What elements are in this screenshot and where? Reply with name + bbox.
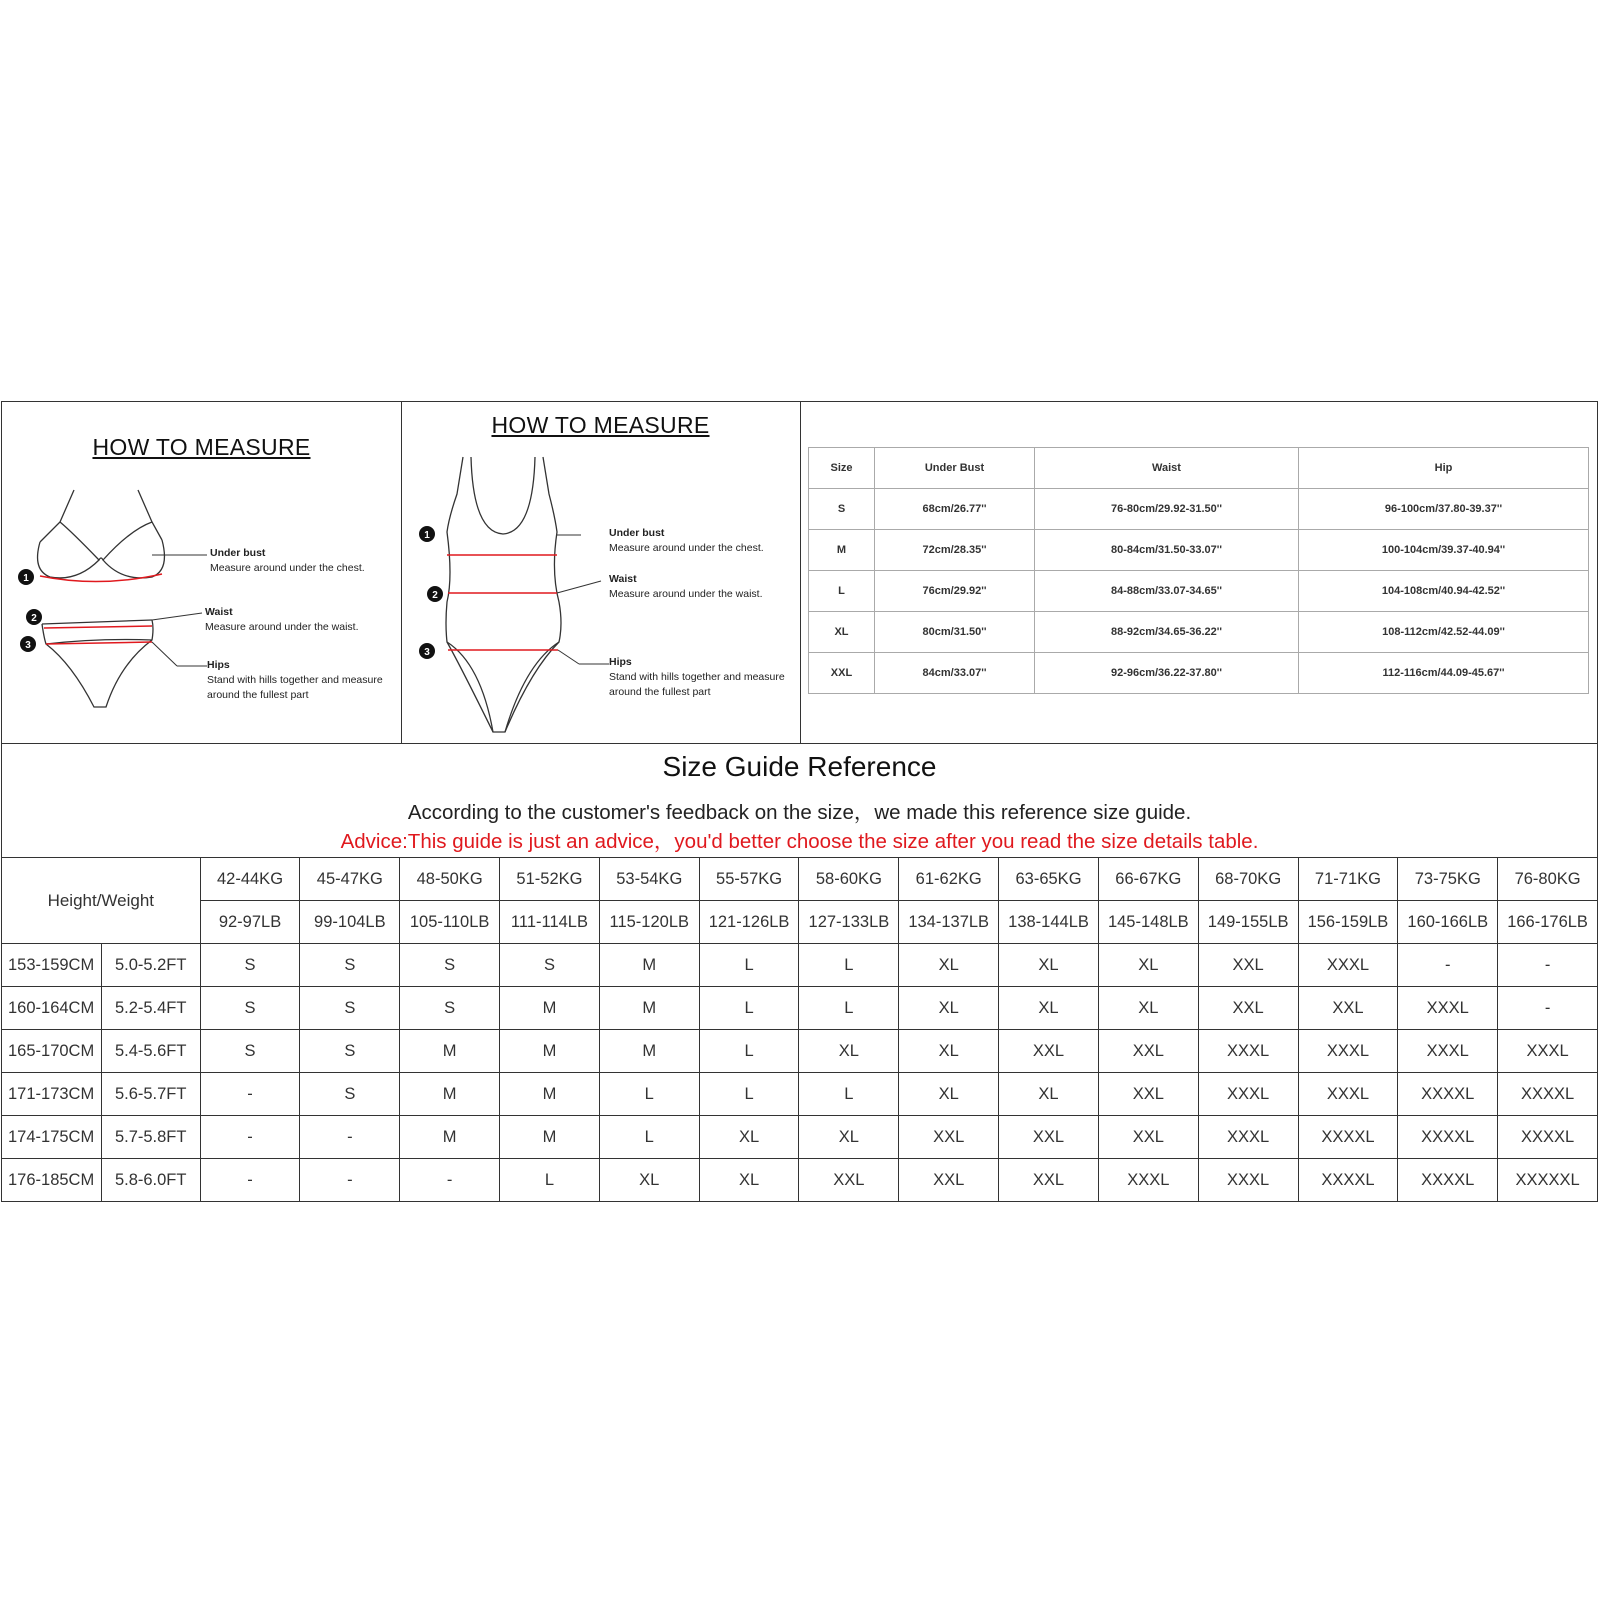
size-details-cell: 104-108cm/40.94-42.52'' [1299, 571, 1589, 612]
height-row [2, 987, 1598, 1030]
svg-text:3: 3 [25, 640, 31, 651]
weight-kg-header: 76-80KG [1498, 858, 1598, 901]
height-ft-label: 5.6-5.7FT [101, 1073, 200, 1116]
recommended-size-cell: XXXL [1398, 987, 1498, 1030]
recommended-size-cell: XL [699, 1159, 799, 1202]
under-bust-label: Under bust [210, 547, 266, 559]
size-details-panel [800, 402, 1597, 743]
weight-lb-header: 105-110LB [400, 901, 500, 944]
recommended-size-cell: XXL [899, 1159, 999, 1202]
size-details-header-waist: Waist [1035, 448, 1299, 489]
onepiece-measure-panel [401, 402, 801, 743]
size-details-cell: 68cm/26.77'' [875, 489, 1035, 530]
height-ft-label: 5.4-5.6FT [101, 1030, 200, 1073]
recommended-size-cell: XXXXL [1298, 1159, 1398, 1202]
height-ft-label: 5.0-5.2FT [101, 944, 200, 987]
under-bust-desc: Measure around under the chest. [609, 542, 764, 554]
weight-lb-header: 134-137LB [899, 901, 999, 944]
recommended-size-cell: S [200, 944, 300, 987]
weight-lb-header: 160-166LB [1398, 901, 1498, 944]
weight-kg-header: 53-54KG [599, 858, 699, 901]
svg-text:1: 1 [23, 573, 29, 584]
weight-lb-header: 166-176LB [1498, 901, 1598, 944]
recommended-size-cell: XL [899, 1073, 999, 1116]
weight-kg-row [2, 858, 1598, 901]
recommended-size-cell: L [699, 1030, 799, 1073]
recommended-size-cell: XXXXXL [1498, 1159, 1598, 1202]
size-details-cell: S [809, 489, 875, 530]
size-guide-header [1, 743, 1598, 858]
weight-kg-header: 42-44KG [200, 858, 300, 901]
recommended-size-cell: - [300, 1116, 400, 1159]
weight-kg-header: 73-75KG [1398, 858, 1498, 901]
size-details-row [809, 530, 1589, 571]
size-details-cell: L [809, 571, 875, 612]
size-details-row [809, 489, 1589, 530]
how-to-measure-title: HOW TO MEASURE [92, 434, 311, 460]
size-guide-title: Size Guide Reference [662, 751, 937, 782]
recommended-size-cell: XL [899, 944, 999, 987]
recommended-size-cell: XXL [1098, 1073, 1198, 1116]
recommended-size-cell: XXL [899, 1116, 999, 1159]
recommended-size-cell: XL [599, 1159, 699, 1202]
weight-lb-header: 99-104LB [300, 901, 400, 944]
weight-lb-row [2, 901, 1598, 944]
recommended-size-cell: XXXL [1198, 1116, 1298, 1159]
recommended-size-cell: S [300, 1030, 400, 1073]
size-details-header-row [809, 448, 1589, 489]
recommended-size-cell: - [400, 1159, 500, 1202]
recommended-size-cell: XL [699, 1116, 799, 1159]
recommended-size-cell: XL [999, 987, 1099, 1030]
weight-lb-header: 121-126LB [699, 901, 799, 944]
recommended-size-cell: - [200, 1159, 300, 1202]
weight-lb-header: 138-144LB [999, 901, 1099, 944]
recommended-size-cell: L [699, 987, 799, 1030]
recommended-size-cell: L [799, 987, 899, 1030]
recommended-size-cell: XXL [1298, 987, 1398, 1030]
under-bust-callout [210, 546, 365, 576]
recommended-size-cell: M [500, 1073, 600, 1116]
waist-callout [205, 605, 359, 635]
how-to-measure-title: HOW TO MEASURE [491, 412, 710, 438]
recommended-size-cell: L [500, 1159, 600, 1202]
height-cm-label: 160-164CM [2, 987, 102, 1030]
weight-kg-header: 61-62KG [899, 858, 999, 901]
height-cm-label: 153-159CM [2, 944, 102, 987]
weight-lb-header: 92-97LB [200, 901, 300, 944]
size-details-cell: 80-84cm/31.50-33.07'' [1035, 530, 1299, 571]
size-details-cell: 96-100cm/37.80-39.37'' [1299, 489, 1589, 530]
hips-desc-line1: Stand with hills together and measure [207, 674, 383, 686]
weight-kg-header: 58-60KG [799, 858, 899, 901]
waist-callout [609, 572, 763, 602]
recommended-size-cell: S [300, 987, 400, 1030]
hips-callout [207, 658, 383, 703]
recommended-size-cell: XXXL [1198, 1030, 1298, 1073]
size-details-cell: 112-116cm/44.09-45.67'' [1299, 653, 1589, 694]
recommended-size-cell: XXL [1098, 1030, 1198, 1073]
recommended-size-cell: XXL [1198, 944, 1298, 987]
size-details-row [809, 571, 1589, 612]
height-cm-label: 165-170CM [2, 1030, 102, 1073]
height-row [2, 1073, 1598, 1116]
recommended-size-cell: XXL [999, 1030, 1099, 1073]
weight-kg-header: 71-71KG [1298, 858, 1398, 901]
recommended-size-cell: L [699, 944, 799, 987]
height-ft-label: 5.8-6.0FT [101, 1159, 200, 1202]
recommended-size-cell: XXXL [1298, 944, 1398, 987]
size-details-table [808, 447, 1589, 694]
height-row [2, 1159, 1598, 1202]
recommended-size-cell: XXXXL [1498, 1116, 1598, 1159]
size-details-cell: 84cm/33.07'' [875, 653, 1035, 694]
recommended-size-cell: XXXL [1298, 1073, 1398, 1116]
size-details-cell: 80cm/31.50'' [875, 612, 1035, 653]
weight-lb-header: 111-114LB [500, 901, 600, 944]
recommended-size-cell: XXXL [1098, 1159, 1198, 1202]
size-details-cell: 92-96cm/36.22-37.80'' [1035, 653, 1299, 694]
recommended-size-cell: S [300, 944, 400, 987]
size-details-cell: 76cm/29.92'' [875, 571, 1035, 612]
recommended-size-cell: XXL [999, 1159, 1099, 1202]
weight-lb-header: 149-155LB [1198, 901, 1298, 944]
recommended-size-cell: XXXXL [1398, 1159, 1498, 1202]
recommended-size-cell: S [200, 1030, 300, 1073]
recommended-size-cell: M [400, 1116, 500, 1159]
size-guide-subtitle: According to the customer's feedback on the size，we made this reference size guide. [407, 801, 1192, 824]
hips-desc-line2: around the fullest part [207, 689, 309, 701]
size-details-header-hip: Hip [1299, 448, 1589, 489]
weight-lb-header: 145-148LB [1098, 901, 1198, 944]
bikini-measure-panel [2, 402, 402, 743]
recommended-size-cell: XXXL [1498, 1030, 1598, 1073]
recommended-size-cell: M [400, 1030, 500, 1073]
recommended-size-cell: - [1498, 987, 1598, 1030]
height-ft-label: 5.2-5.4FT [101, 987, 200, 1030]
recommended-size-cell: - [200, 1116, 300, 1159]
weight-lb-header: 156-159LB [1298, 901, 1398, 944]
waist-desc: Measure around under the waist. [205, 621, 359, 633]
waist-desc: Measure around under the waist. [609, 588, 763, 600]
size-details-cell: 84-88cm/33.07-34.65'' [1035, 571, 1299, 612]
recommended-size-cell: XL [999, 1073, 1099, 1116]
size-reference-table [1, 857, 1598, 1202]
recommended-size-cell: XXL [1198, 987, 1298, 1030]
recommended-size-cell: M [500, 987, 600, 1030]
recommended-size-cell: - [1498, 944, 1598, 987]
height-row [2, 944, 1598, 987]
recommended-size-cell: XXXL [1198, 1073, 1298, 1116]
size-details-header-under-bust: Under Bust [875, 448, 1035, 489]
height-row [2, 1116, 1598, 1159]
recommended-size-cell: M [599, 987, 699, 1030]
recommended-size-cell: S [500, 944, 600, 987]
recommended-size-cell: XXL [999, 1116, 1099, 1159]
under-bust-callout [609, 526, 764, 556]
size-details-row [809, 653, 1589, 694]
recommended-size-cell: M [500, 1030, 600, 1073]
recommended-size-cell: XL [799, 1116, 899, 1159]
size-details-header-size: Size [809, 448, 875, 489]
size-details-row [809, 612, 1589, 653]
recommended-size-cell: XXXL [1198, 1159, 1298, 1202]
recommended-size-cell: XL [899, 1030, 999, 1073]
recommended-size-cell: XL [799, 1030, 899, 1073]
recommended-size-cell: S [400, 944, 500, 987]
recommended-size-cell: XXL [799, 1159, 899, 1202]
recommended-size-cell: L [699, 1073, 799, 1116]
size-guide-advice: Advice:This guide is just an advice，you'd better choose the size after you read the size details table. [340, 830, 1259, 853]
weight-kg-header: 48-50KG [400, 858, 500, 901]
weight-kg-header: 55-57KG [699, 858, 799, 901]
svg-text:2: 2 [31, 613, 37, 624]
recommended-size-cell: XXXXL [1398, 1116, 1498, 1159]
recommended-size-cell: S [400, 987, 500, 1030]
hips-desc-line2: around the fullest part [609, 686, 711, 698]
recommended-size-cell: - [200, 1073, 300, 1116]
weight-kg-header: 63-65KG [999, 858, 1099, 901]
height-cm-label: 174-175CM [2, 1116, 102, 1159]
recommended-size-cell: XXXXL [1398, 1073, 1498, 1116]
recommended-size-cell: XXXXL [1298, 1116, 1398, 1159]
size-details-cell: 100-104cm/39.37-40.94'' [1299, 530, 1589, 571]
recommended-size-cell: XL [899, 987, 999, 1030]
recommended-size-cell: - [300, 1159, 400, 1202]
size-details-cell: 88-92cm/34.65-36.22'' [1035, 612, 1299, 653]
size-details-cell: 72cm/28.35'' [875, 530, 1035, 571]
weight-lb-header: 127-133LB [799, 901, 899, 944]
recommended-size-cell: L [599, 1116, 699, 1159]
weight-kg-header: 66-67KG [1098, 858, 1198, 901]
recommended-size-cell: XXXL [1298, 1030, 1398, 1073]
recommended-size-cell: M [599, 1030, 699, 1073]
recommended-size-cell: L [799, 944, 899, 987]
weight-kg-header: 68-70KG [1198, 858, 1298, 901]
under-bust-desc: Measure around under the chest. [210, 562, 365, 574]
svg-text:1: 1 [424, 530, 430, 541]
hips-label: Hips [207, 659, 230, 671]
recommended-size-cell: XXXXL [1498, 1073, 1598, 1116]
recommended-size-cell: S [200, 987, 300, 1030]
height-ft-label: 5.7-5.8FT [101, 1116, 200, 1159]
size-details-cell: XL [809, 612, 875, 653]
height-weight-corner-label: Height/Weight [2, 858, 201, 944]
waist-label: Waist [609, 573, 637, 585]
height-row [2, 1030, 1598, 1073]
recommended-size-cell: L [599, 1073, 699, 1116]
recommended-size-cell: L [799, 1073, 899, 1116]
height-cm-label: 176-185CM [2, 1159, 102, 1202]
recommended-size-cell: - [1398, 944, 1498, 987]
weight-kg-header: 51-52KG [500, 858, 600, 901]
recommended-size-cell: XXL [1098, 1116, 1198, 1159]
recommended-size-cell: M [400, 1073, 500, 1116]
size-details-cell: M [809, 530, 875, 571]
svg-text:2: 2 [432, 590, 438, 601]
recommended-size-cell: M [500, 1116, 600, 1159]
size-details-cell: 108-112cm/42.52-44.09'' [1299, 612, 1589, 653]
weight-lb-header: 115-120LB [599, 901, 699, 944]
recommended-size-cell: S [300, 1073, 400, 1116]
size-details-cell: 76-80cm/29.92-31.50'' [1035, 489, 1299, 530]
under-bust-label: Under bust [609, 527, 665, 539]
size-details-cell: XXL [809, 653, 875, 694]
recommended-size-cell: XL [1098, 944, 1198, 987]
svg-text:3: 3 [424, 647, 430, 658]
hips-desc-line1: Stand with hills together and measure [609, 671, 785, 683]
hips-label: Hips [609, 656, 632, 668]
recommended-size-cell: XL [1098, 987, 1198, 1030]
height-cm-label: 171-173CM [2, 1073, 102, 1116]
waist-label: Waist [205, 606, 233, 618]
recommended-size-cell: XXXL [1398, 1030, 1498, 1073]
recommended-size-cell: XL [999, 944, 1099, 987]
recommended-size-cell: M [599, 944, 699, 987]
weight-kg-header: 45-47KG [300, 858, 400, 901]
how-to-measure-section [1, 401, 1598, 744]
hips-callout [609, 655, 785, 700]
